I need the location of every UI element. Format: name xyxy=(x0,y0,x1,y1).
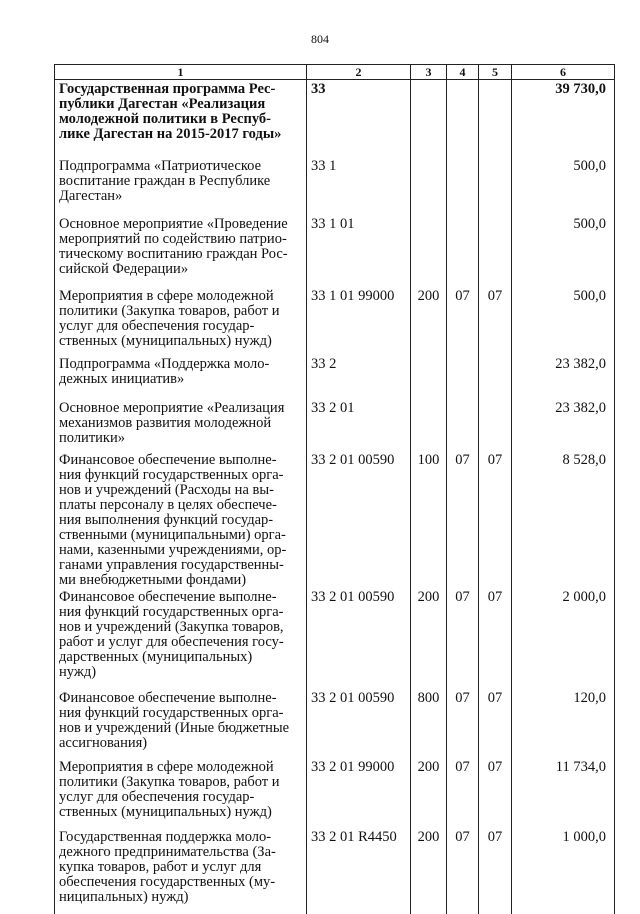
row-code: 33 1 xyxy=(307,157,411,215)
row-name xyxy=(55,451,307,588)
row-name-line: тическому воспитанию граждан Рос- xyxy=(59,246,288,262)
row-amount: 2 000,0 xyxy=(512,588,615,689)
row-name-line: ственными (муниципальными) орга- xyxy=(59,527,286,543)
row-name-line: механизмов развития молодежной xyxy=(59,415,272,431)
row-name xyxy=(55,689,307,758)
row-name-line: Мероприятия в сфере молодежной xyxy=(59,288,274,304)
row-name-line: ниципальных) нужд) xyxy=(59,889,189,905)
row-name-line: Дагестан» xyxy=(59,188,123,204)
table-row xyxy=(55,157,615,215)
row-name-line: ния функций государственных орга- xyxy=(59,705,284,721)
row-expense-type xyxy=(411,399,447,451)
row-code: 33 1 01 99000 xyxy=(307,287,411,355)
row-code: 33 1 01 xyxy=(307,215,411,287)
row-section: 07 xyxy=(447,287,479,355)
row-code: 33 2 01 00590 xyxy=(307,588,411,689)
row-expense-type: 100 xyxy=(411,451,447,588)
row-section xyxy=(447,399,479,451)
row-name-line: политики» xyxy=(59,430,125,446)
row-amount: 120,0 xyxy=(512,689,615,758)
row-code: 33 2 xyxy=(307,355,411,399)
row-section: 07 xyxy=(447,758,479,828)
row-name xyxy=(55,355,307,399)
row-expense-type xyxy=(411,157,447,215)
row-name-line: сийской Федерации» xyxy=(59,261,189,277)
row-section xyxy=(447,80,479,158)
row-expense-type: 200 xyxy=(411,287,447,355)
row-name-line: воспитание граждан в Республике xyxy=(59,173,271,189)
table-row xyxy=(55,758,615,828)
header-col-6: 6 xyxy=(512,65,615,80)
row-name-line: нами, казенными учреждениями, ор- xyxy=(59,542,287,558)
row-subsection: 07 xyxy=(479,451,512,588)
row-name-line: лике Дагестан на 2015-2017 годы» xyxy=(59,126,282,142)
row-code: 33 2 01 00590 xyxy=(307,689,411,758)
row-section: 07 xyxy=(447,451,479,588)
row-amount: 23 382,0 xyxy=(512,355,615,399)
row-amount: 8 528,0 xyxy=(512,451,615,588)
row-name-line: дежных инициатив» xyxy=(59,371,185,387)
row-amount: 500,0 xyxy=(512,215,615,287)
table-row xyxy=(55,355,615,399)
table-row xyxy=(55,215,615,287)
row-expense-type xyxy=(411,215,447,287)
header-col-1: 1 xyxy=(55,65,307,80)
row-code: 33 2 01 xyxy=(307,399,411,451)
table-row xyxy=(55,451,615,588)
row-section xyxy=(447,355,479,399)
row-name-line: Финансовое обеспечение выполне- xyxy=(59,589,277,605)
row-name xyxy=(55,399,307,451)
row-name-line: ственных (муниципальных) нужд) xyxy=(59,333,272,349)
row-expense-type: 200 xyxy=(411,758,447,828)
row-section xyxy=(447,157,479,215)
row-amount: 1 000,0 xyxy=(512,828,615,914)
row-subsection: 07 xyxy=(479,689,512,758)
row-name-line: обеспечения государственных (му- xyxy=(59,874,276,890)
row-code: 33 2 01 R4450 xyxy=(307,828,411,914)
row-name-line: Подпрограмма «Патриотическое xyxy=(59,158,262,174)
row-section: 07 xyxy=(447,689,479,758)
row-name-line: Подпрограмма «Поддержка моло- xyxy=(59,356,270,372)
row-name-line: услуг для обеспечения государ- xyxy=(59,318,255,334)
row-name xyxy=(55,215,307,287)
row-amount: 39 730,0 xyxy=(512,80,615,158)
row-name-line: дарственных (муниципальных) xyxy=(59,649,253,665)
row-name xyxy=(55,287,307,355)
row-subsection: 07 xyxy=(479,287,512,355)
row-name-line: молодежной политики в Респуб- xyxy=(59,111,271,127)
row-name-line: дежного предпринимательства (За- xyxy=(59,844,276,860)
row-name-line: Финансовое обеспечение выполне- xyxy=(59,452,277,468)
row-section xyxy=(447,215,479,287)
row-name-line: работ и услуг для обеспечения госу- xyxy=(59,634,284,650)
table-row xyxy=(55,828,615,914)
header-col-3: 3 xyxy=(411,65,447,80)
row-name-line: Основное мероприятие «Реализация xyxy=(59,400,285,416)
row-subsection xyxy=(479,355,512,399)
row-name-line: Финансовое обеспечение выполне- xyxy=(59,690,277,706)
row-amount: 23 382,0 xyxy=(512,399,615,451)
row-name-line: купка товаров, работ и услуг для xyxy=(59,859,262,875)
row-expense-type: 200 xyxy=(411,828,447,914)
row-name-line: Мероприятия в сфере молодежной xyxy=(59,759,274,775)
row-name-line: мероприятий по содействию патрио- xyxy=(59,231,287,247)
row-subsection: 07 xyxy=(479,828,512,914)
row-name-line: ния функций государственных орга- xyxy=(59,604,284,620)
row-code: 33 2 01 99000 xyxy=(307,758,411,828)
row-section: 07 xyxy=(447,588,479,689)
row-name-line: ми внебюджетными фондами) xyxy=(59,572,247,588)
row-name-line: ассигнования) xyxy=(59,735,148,751)
row-name-line: ния функций государственных орга- xyxy=(59,467,284,483)
row-expense-type xyxy=(411,355,447,399)
row-name xyxy=(55,157,307,215)
row-subsection xyxy=(479,215,512,287)
row-subsection xyxy=(479,399,512,451)
row-name-line: публики Дагестан «Реализация xyxy=(59,96,266,112)
row-subsection xyxy=(479,157,512,215)
header-col-2: 2 xyxy=(307,65,411,80)
row-expense-type xyxy=(411,80,447,158)
row-code: 33 2 01 00590 xyxy=(307,451,411,588)
header-row xyxy=(55,65,615,80)
budget-table xyxy=(54,64,615,914)
row-expense-type: 800 xyxy=(411,689,447,758)
row-name-line: Государственная программа Рес- xyxy=(59,81,276,97)
row-amount: 500,0 xyxy=(512,157,615,215)
row-name-line: Государственная поддержка моло- xyxy=(59,829,272,845)
header-col-5: 5 xyxy=(479,65,512,80)
row-name xyxy=(55,758,307,828)
row-name-line: нов и учреждений (Расходы на вы- xyxy=(59,482,274,498)
row-subsection xyxy=(479,80,512,158)
table-row xyxy=(55,689,615,758)
row-name-line: платы персоналу в целях обеспече- xyxy=(59,497,277,513)
row-name xyxy=(55,588,307,689)
table-row xyxy=(55,287,615,355)
row-name-line: ганами управления государственны- xyxy=(59,557,284,573)
row-name-line: нов и учреждений (Закупка товаров, xyxy=(59,619,284,635)
row-expense-type: 200 xyxy=(411,588,447,689)
row-name xyxy=(55,828,307,914)
row-code: 33 xyxy=(307,80,411,158)
row-subsection: 07 xyxy=(479,588,512,689)
row-name-line: нужд) xyxy=(59,664,97,680)
row-section: 07 xyxy=(447,828,479,914)
page-number: 804 xyxy=(311,32,329,46)
row-name-line: ственных (муниципальных) нужд) xyxy=(59,804,272,820)
row-amount: 500,0 xyxy=(512,287,615,355)
row-name-line: Основное мероприятие «Проведение xyxy=(59,216,288,232)
row-name-line: нов и учреждений (Иные бюджетные xyxy=(59,720,290,736)
row-name-line: политики (Закупка товаров, работ и xyxy=(59,303,280,319)
row-name-line: услуг для обеспечения государ- xyxy=(59,789,255,805)
row-name xyxy=(55,80,307,158)
row-amount: 11 734,0 xyxy=(512,758,615,828)
row-name-line: ния выполнения функций государ- xyxy=(59,512,274,528)
header-col-4: 4 xyxy=(447,65,479,80)
table-row xyxy=(55,588,615,689)
row-name-line: политики (Закупка товаров, работ и xyxy=(59,774,280,790)
table-row xyxy=(55,399,615,451)
row-subsection: 07 xyxy=(479,758,512,828)
table-row xyxy=(55,80,615,158)
